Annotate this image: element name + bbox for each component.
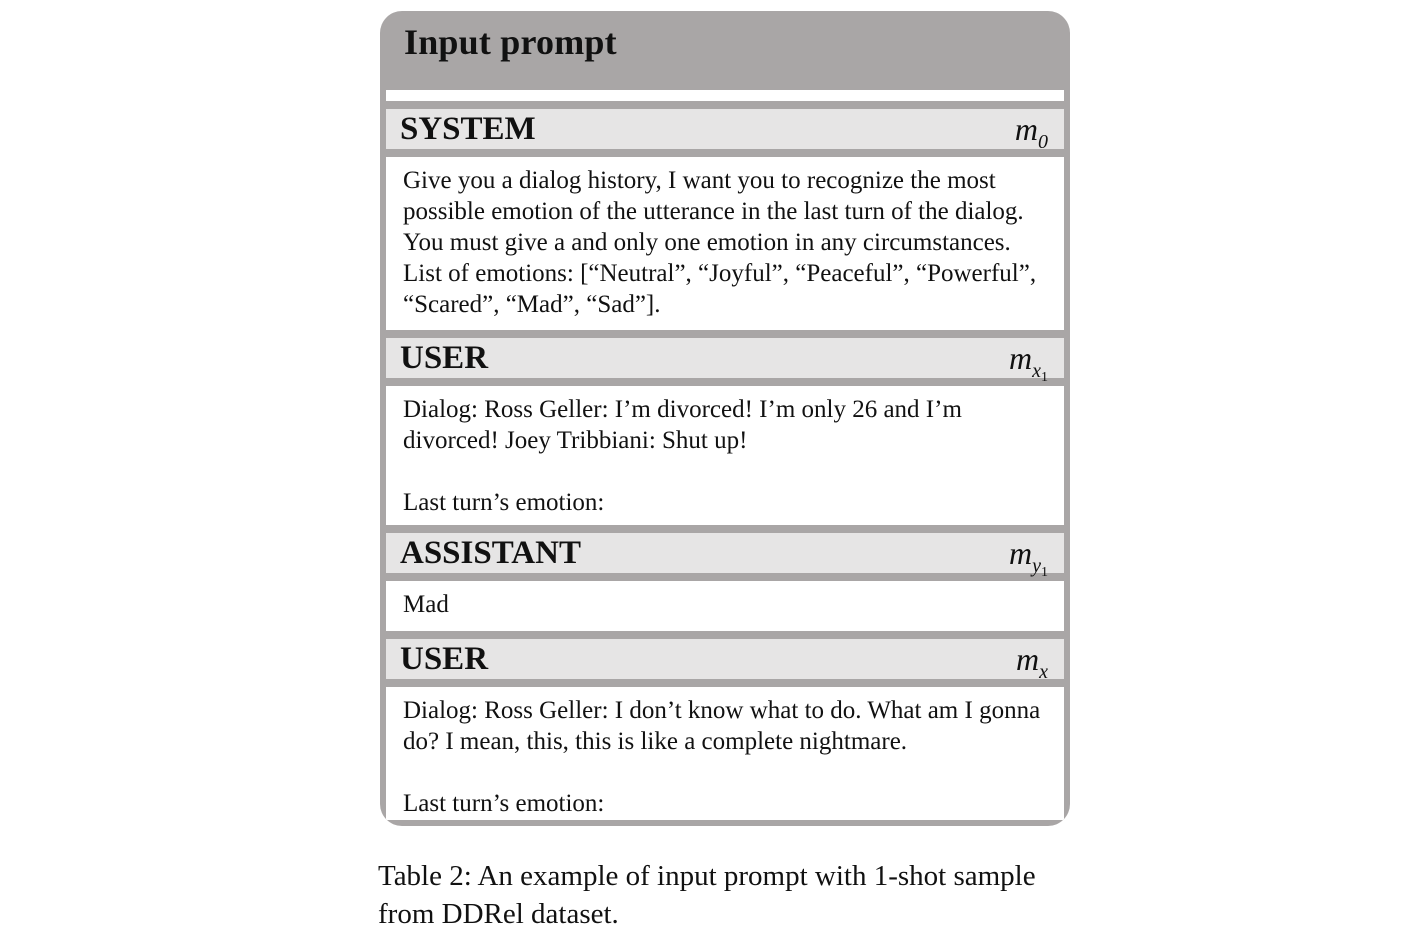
role-label-assistant: ASSISTANT [400,535,581,571]
system-message-text: Give you a dialog history, I want you to recognize the most possible emotion of the utterance in the last turn of the dialog. You must give a and only one emotion in any circumstances. List of emotions: [“Neutral”, “Joyful”, “Peaceful”, “Powerful”, “Scared”, “Mad”, “Sad”]. [403,167,1037,318]
system-header [386,109,1064,153]
user-dialog-text-1: Dialog: Ross Geller: I’m divorced! I’m only 26 and I’m divorced! Joey Tribbiani: Shut up! [403,396,962,454]
input-prompt-card [380,11,1070,826]
user-header-2 [386,639,1064,683]
message-symbol-m0: $m_0$ [1014,111,1048,153]
assistant-response-text: Mad [403,591,449,618]
user-message-body-1 [386,386,1064,525]
message-symbol-my1: $m_{y_1}$ [1009,535,1048,580]
user-dialog-text-2: Dialog: Ross Geller: I don’t know what to do. What am I gonna do? I mean, this, this is like a complete nightmare. [403,697,1041,755]
role-label-system: SYSTEM [400,111,536,147]
role-label-user-1: USER [400,340,489,376]
user-emotion-prompt-2: Last turn’s emotion: [403,790,605,817]
user-message-body-2 [386,687,1064,820]
message-symbol-mx1: $m_{x_1}$ [1009,340,1048,385]
assistant-message-body [386,581,1064,631]
user-emotion-prompt-1: Last turn’s emotion: [403,489,605,516]
table-caption: Table 2: An example of input prompt with 1-shot sample from DDRel dataset. [378,860,1036,930]
message-symbol-mx: $m_x$ [1016,641,1048,683]
role-label-user-2: USER [400,641,489,677]
assistant-header [386,533,1064,580]
system-message-body [386,157,1064,330]
user-header-1 [386,338,1064,385]
title-divider [386,90,1064,101]
card-title: Input prompt [404,22,617,62]
